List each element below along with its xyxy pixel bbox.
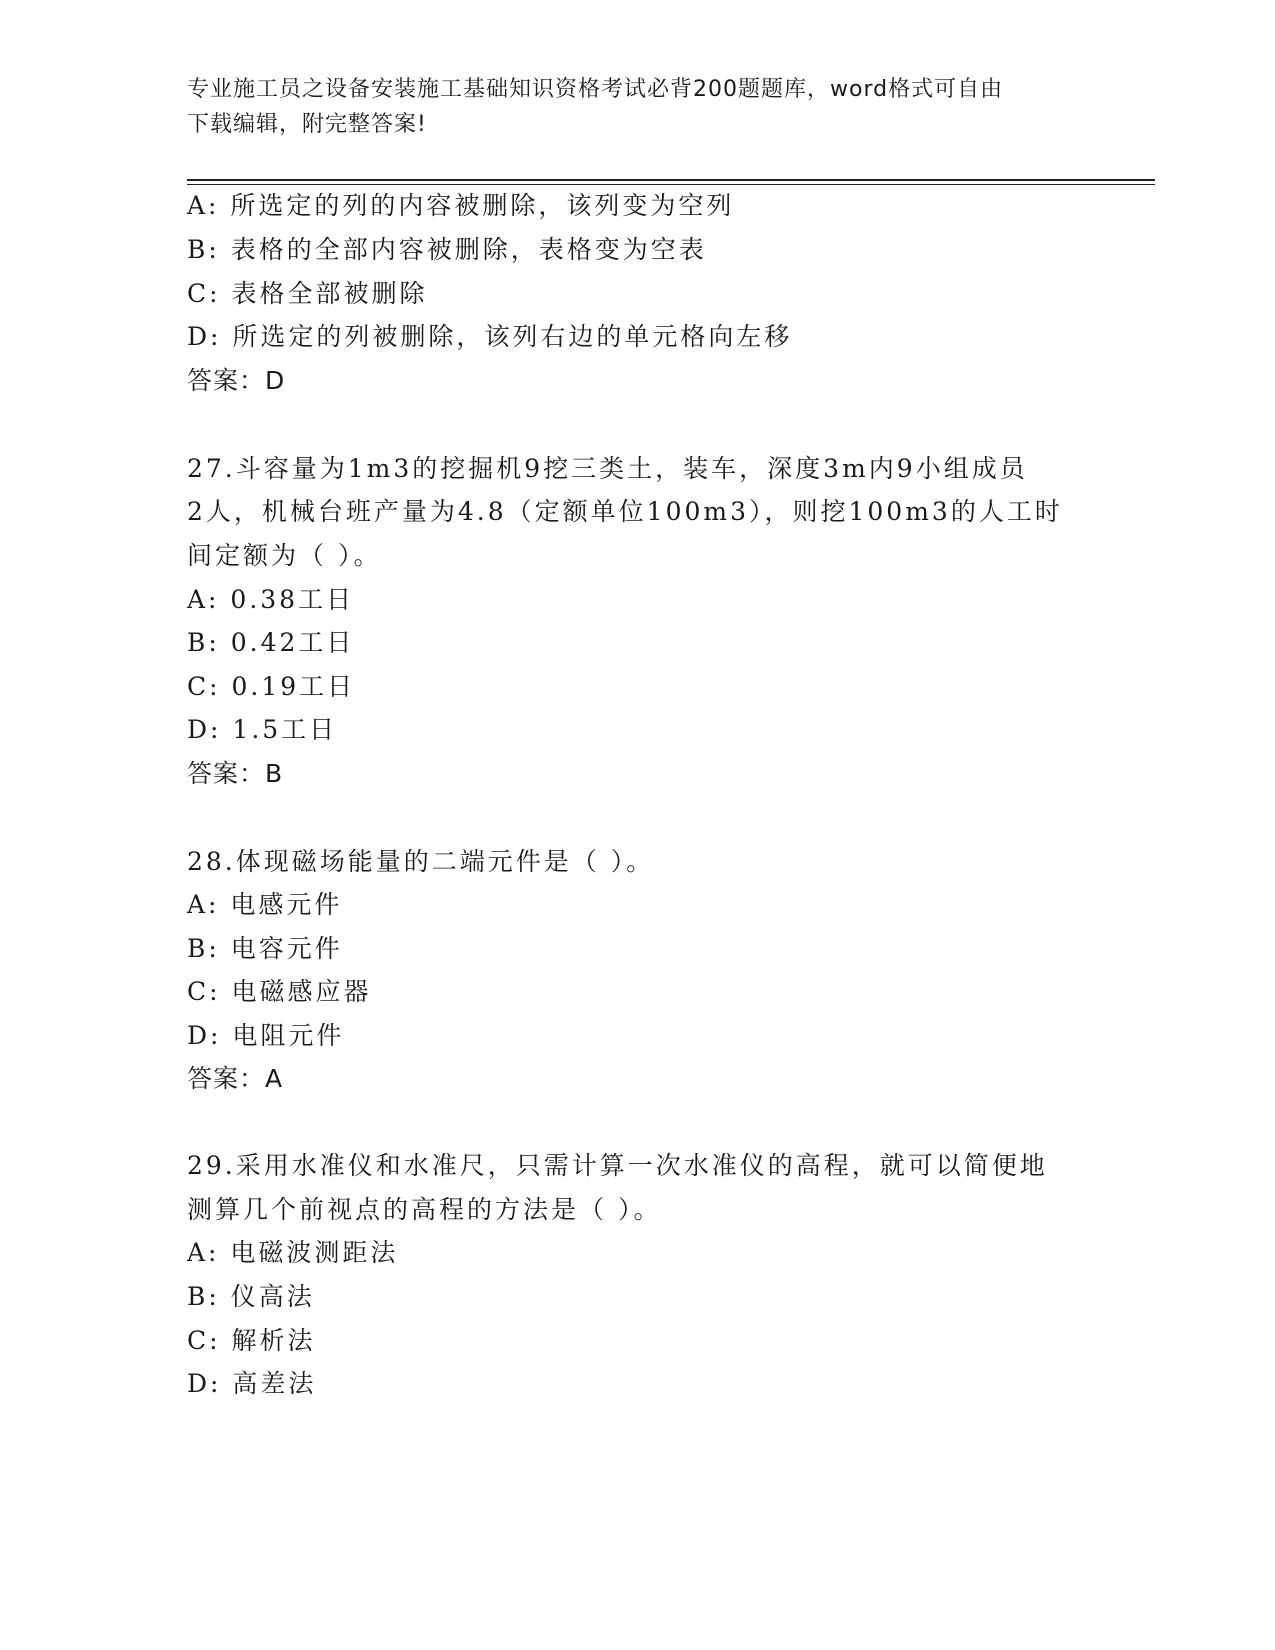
q28-option-c: C: 电磁感应器	[187, 977, 372, 1006]
q28-option-d: D: 电阻元件	[187, 1021, 345, 1050]
prev-option-d: D: 所选定的列被删除，该列右边的单元格向左移	[187, 322, 793, 351]
prev-option-a: A: 所选定的列的内容被删除，该列变为空列	[187, 191, 735, 220]
q29-option-c: C: 解析法	[187, 1326, 316, 1355]
header-rule-thin	[187, 184, 1155, 185]
q27-answer: 答案：B	[187, 759, 284, 788]
q29-text-line-2: 测算几个前视点的高程的方法是（ ）。	[187, 1195, 662, 1224]
q27-option-c: C: 0.19工日	[187, 672, 356, 701]
prev-option-b: B: 表格的全部内容被删除，表格变为空表	[187, 235, 707, 264]
q29-option-b: B: 仪高法	[187, 1282, 315, 1311]
q28-option-b: B: 电容元件	[187, 934, 343, 963]
q27-option-d: D: 1.5工日	[187, 715, 338, 744]
q29-option-d: D: 高差法	[187, 1369, 317, 1398]
q29-option-a: A: 电磁波测距法	[187, 1238, 399, 1267]
q28-text-line-1: 28.体现磁场能量的二端元件是（ ）。	[187, 847, 655, 876]
prev-answer: 答案：D	[187, 366, 286, 395]
q27-option-a: A: 0.38工日	[187, 585, 355, 614]
document-header	[187, 72, 1067, 142]
q28-option-a: A: 电感元件	[187, 890, 343, 919]
q27-text-line-1: 27.斗容量为1m3的挖掘机9挖三类土，装车，深度3m内9小组成员	[187, 454, 1028, 483]
q29-text-line-1: 29.采用水准仪和水准尺，只需计算一次水准仪的高程，就可以简便地	[187, 1151, 1048, 1180]
q27-text-line-2: 2人，机械台班产量为4.8（定额单位100m3），则挖100m3的人工时	[187, 497, 1063, 526]
q27-text-line-3: 间定额为（ ）。	[187, 541, 382, 570]
header-line-1: 专业施工员之设备安装施工基础知识资格考试必背200题题库，word格式可自由	[187, 77, 1004, 102]
header-line-2: 下载编辑，附完整答案!	[187, 112, 427, 137]
q27-option-b: B: 0.42工日	[187, 628, 355, 657]
q28-answer: 答案：A	[187, 1064, 284, 1093]
header-rule-thick	[187, 179, 1155, 181]
prev-option-c: C: 表格全部被删除	[187, 279, 428, 308]
